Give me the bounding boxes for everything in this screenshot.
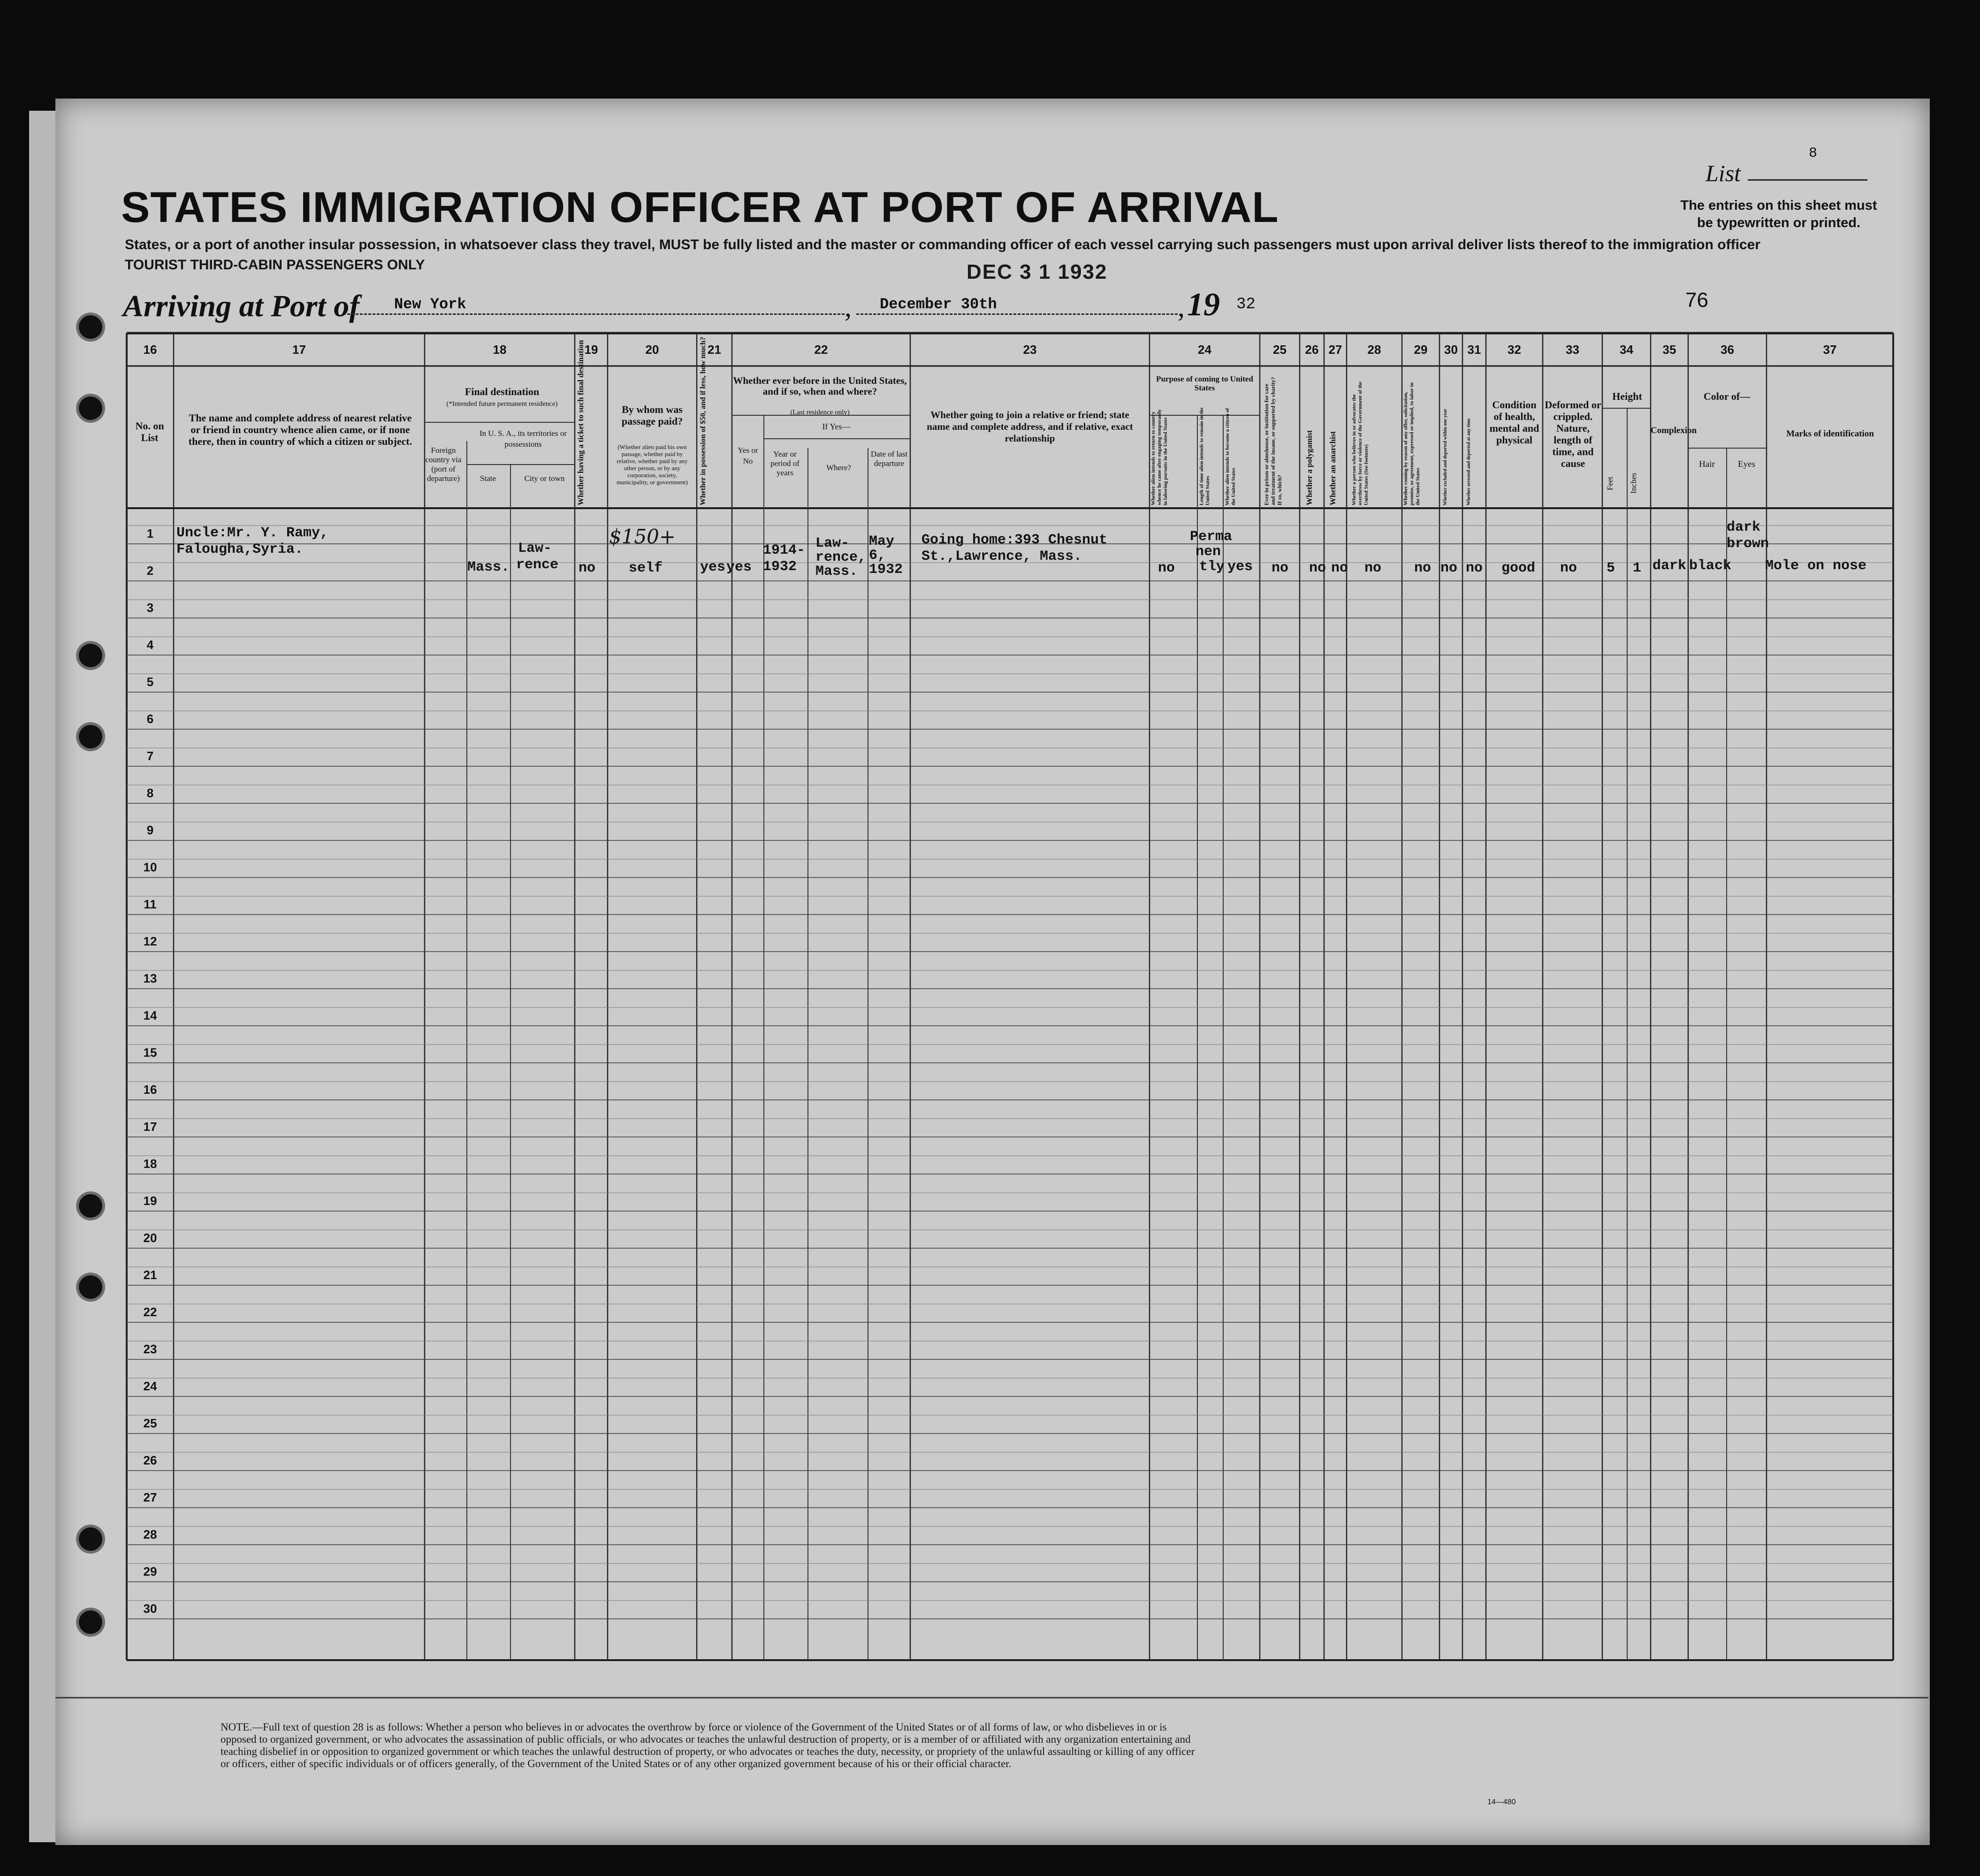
row-number: 21 (143, 1268, 157, 1282)
arriving-label: Arriving at Port of (123, 289, 360, 323)
header-passage-paid-note: (Whether alien paid his own passage, whether paid by relative, whether paid by any other person, or by any corporation, society, municipality, or government) (617, 443, 688, 486)
header-where: Where? (826, 463, 851, 472)
column-number: 25 (1273, 343, 1287, 357)
column-number: 18 (493, 343, 507, 357)
header-color-of: Color of— (1703, 390, 1751, 402)
previous-residence-2: rence, (815, 549, 867, 565)
header-complexion: Complexion (1651, 426, 1697, 435)
header-state: State (480, 474, 496, 483)
header-purpose-citizen: Whether alien intends to become a citizen of the United States (1225, 408, 1236, 505)
column-number: 35 (1662, 343, 1676, 357)
overthrow-answer: no (1364, 560, 1382, 576)
header-final-destination-note: (*Intended future permanent residence) (446, 400, 558, 408)
header-overthrow: Whether a person who believes in or advocates the overthrow by force or violence of the Government of the United States (See footnote) (1351, 381, 1369, 505)
list-number: 8 (1809, 145, 1818, 161)
row-number: 13 (143, 971, 157, 985)
excluded-answer: no (1440, 560, 1458, 576)
last-departure-2: 6, (869, 548, 886, 564)
header-final-destination: Final destination (465, 386, 540, 397)
complexion-value: dark (1653, 558, 1687, 574)
eye-color-1: dark (1727, 519, 1761, 535)
column-number: 26 (1305, 343, 1319, 357)
header-purpose: Purpose of coming to United States (1156, 374, 1253, 392)
previous-residence-3: Mass. (815, 564, 858, 580)
hair-color: black (1689, 558, 1732, 574)
header-in-usa: In U. S. A., its territories or possessions (479, 429, 567, 449)
column-number: 20 (645, 343, 659, 357)
header-marks-identification: Marks of identification (1786, 429, 1874, 439)
passage-paid-by: self (629, 560, 663, 576)
destination-state: Mass. (467, 559, 510, 575)
length-of-stay-2: nen (1196, 544, 1221, 560)
column-number: 22 (814, 343, 828, 357)
row-number: 16 (143, 1083, 157, 1097)
period-years-2: 1932 (763, 559, 797, 575)
column-number: 29 (1414, 343, 1428, 357)
previous-residence-1: Law- (815, 535, 850, 551)
header-ticket: Whether having a ticket to such final destination (576, 340, 585, 505)
header-height: Height (1612, 390, 1642, 402)
header-last-departure: Date of last departure (870, 450, 908, 468)
polygamist-answer: no (1309, 560, 1326, 576)
header-ever-before-in-us: Whether ever before in the United States, and if so, when and where? (733, 375, 907, 397)
row-number: 11 (144, 897, 157, 911)
header-polygamist: Whether a polygamist (1305, 430, 1314, 505)
page-number: 76 (1685, 289, 1708, 312)
form-number: 14—480 (1487, 1798, 1516, 1806)
relative-line-1: Uncle:Mr. Y. Ramy, (176, 525, 329, 541)
row-number: 17 (143, 1120, 157, 1134)
length-of-stay-3: tly (1199, 559, 1225, 575)
column-number: 33 (1566, 343, 1579, 357)
column-number: 19 (584, 343, 598, 357)
eye-color-2: brown (1727, 536, 1769, 552)
header-purpose-length: Length of time alien intends to remain in the United States (1199, 407, 1211, 505)
destination-city-1: Law- (518, 541, 552, 557)
column-number: 37 (1823, 343, 1837, 357)
deformed-answer: no (1560, 560, 1577, 576)
last-departure-1: May (869, 534, 895, 549)
possession-fifty: yes (700, 559, 726, 575)
notice-line: be typewritten or printed. (1697, 215, 1861, 230)
column-number: 17 (292, 343, 306, 357)
row-number: 19 (143, 1194, 157, 1208)
row-number: 9 (146, 823, 154, 837)
column-number: 27 (1328, 343, 1342, 357)
joining-relative-2: St.,Lawrence, Mass. (921, 549, 1082, 564)
row-number: 4 (146, 638, 154, 652)
arrival-date: December 30th (880, 296, 997, 313)
money-handwritten: $150+ (609, 525, 676, 548)
row-number: 5 (146, 675, 154, 689)
header-prison: Ever in prison or almshouse, or institution for care and treatment of the insane, or supported by charity? If so, which? (1263, 377, 1283, 505)
header-nearest-relative: The name and complete address of nearest relative or friend in country whence alien came, or if none there, then in country of which a citizen or subject. (188, 412, 412, 447)
column-number: 21 (708, 343, 721, 357)
row-number: 18 (143, 1157, 157, 1171)
row-number: 15 (143, 1045, 157, 1060)
separator: , (1178, 291, 1185, 322)
passenger-class-note: TOURIST THIRD-CABIN PASSENGERS ONLY (125, 257, 425, 273)
form-title: STATES IMMIGRATION OFFICER AT PORT OF ARRIVAL (121, 183, 1279, 231)
height-inches: 1 (1633, 560, 1642, 576)
header-city: City or town (524, 474, 565, 483)
header-deformed: Deformed or crippled. Nature, length of time, and cause (1545, 399, 1601, 469)
arrested-answer: no (1466, 560, 1483, 576)
row-number: 30 (143, 1601, 157, 1616)
header-joining-relative: Whether going to join a relative or friend; state name and complete address, and if relative, exact relationship (927, 409, 1133, 444)
identification-marks: Mole on nose (1765, 558, 1867, 574)
header-eyes: Eyes (1738, 459, 1755, 469)
last-departure-3: 1932 (869, 562, 903, 578)
column-number: 34 (1620, 343, 1633, 357)
header-labor-offer: Whether coming by reason of any offer, solicitation, promise, or agreement, expressed or implied, to labor in the United States (1403, 382, 1421, 505)
row-number: 6 (146, 712, 154, 726)
header-anarchist: Whether an anarchist (1328, 431, 1337, 505)
header-purpose-return: Whether alien intends to return to country whence he came after engaging temporarily in laboring pursuits in the United States (1150, 409, 1168, 505)
column-number: 32 (1508, 343, 1521, 357)
year-suffix: 32 (1236, 296, 1256, 313)
separator: , (845, 291, 852, 322)
header-hair: Hair (1699, 459, 1715, 469)
header-if-yes: If Yes— (822, 422, 851, 431)
header-fifty-dollars: Whether in possession of $50, and if less, how much? (699, 336, 707, 505)
ticket-answer: no (579, 560, 596, 576)
list-label: List (1706, 160, 1741, 186)
row-number: 8 (146, 786, 154, 800)
intends-citizen: yes (1227, 559, 1253, 575)
labor-offer-answer: no (1414, 560, 1432, 576)
row-number: 12 (143, 934, 157, 948)
date-stamp: DEC 3 1 1932 (967, 260, 1108, 283)
header-health: Condition of health, mental and physical (1489, 399, 1539, 446)
header-period: Year or period of years (770, 450, 800, 477)
height-feet: 5 (1607, 560, 1615, 576)
header-foreign-country: Foreign country via (port of departure) (425, 446, 462, 483)
row-number: 10 (143, 860, 157, 874)
health-condition: good (1501, 560, 1536, 576)
row-number: 26 (143, 1453, 157, 1467)
row-number: 24 (143, 1379, 157, 1393)
year-prefix: 19 (1187, 287, 1220, 323)
row-number: 7 (146, 749, 154, 763)
column-number: 36 (1721, 343, 1734, 357)
been-before: yes (726, 559, 752, 575)
destination-city-2: rence (516, 557, 559, 573)
length-of-stay-1: Perma (1190, 529, 1233, 545)
purpose-return: no (1158, 560, 1175, 576)
row-number: 14 (143, 1008, 157, 1022)
arrival-port: New York (394, 296, 466, 313)
column-number: 24 (1198, 343, 1211, 357)
column-number: 28 (1367, 343, 1381, 357)
header-last-residence: (Last residence only) (790, 409, 850, 416)
header-no-on-list: No. on List (135, 420, 164, 443)
row-number: 27 (143, 1490, 157, 1504)
column-number: 31 (1467, 343, 1481, 357)
header-yes-or-no: Yes or No (738, 446, 758, 465)
notice-line: The entries on this sheet must (1680, 198, 1877, 213)
row-number: 1 (146, 526, 154, 541)
row-number: 23 (143, 1342, 157, 1356)
period-years-1: 1914- (763, 542, 806, 558)
anarchist-answer: no (1331, 560, 1348, 576)
header-arrested: Whether arrested and deported at any time (1466, 418, 1471, 505)
header-feet: Feet (1606, 476, 1614, 490)
column-number: 23 (1023, 343, 1037, 357)
header-inches: Inches (1629, 473, 1638, 494)
header-passage-paid: By whom was passage paid? (621, 404, 683, 427)
row-number: 28 (143, 1527, 157, 1541)
form-instructions: States, or a port of another insular possession, in whatsoever class they travel, MUST be fully listed and the master or commanding officer of each vessel carrying such passengers must upon arrival deliver lists thereof to the immigration officer (125, 237, 1760, 252)
relative-line-2: Falougha,Syria. (176, 541, 304, 557)
row-number: 25 (143, 1416, 157, 1430)
column-number: 16 (143, 343, 157, 357)
column-number: 30 (1444, 343, 1458, 357)
joining-relative-1: Going home:393 Chesnut (921, 532, 1108, 548)
prison-answer: no (1272, 560, 1289, 576)
row-number: 3 (146, 601, 154, 615)
row-number: 22 (143, 1305, 157, 1319)
header-excluded: Whether excluded and deported within one year (1443, 409, 1448, 505)
row-number: 29 (143, 1564, 157, 1579)
footnote-question-28: NOTE.—Full text of question 28 is as follows: Whether a person who believes in or advocates the overthrow by force or violence of the Government of the United States or of all forms of law, or who disbelieves in or is opposed to organized government, or who advocates the assassination of public officials, or who advocates or teaches the unlawful destruction of property, or is a member of or affiliated with any organization entertaining and teaching disbelief in or opposition to organized government or which teaches the unlawful destruction of property, or who advocates or teaches the duty, necessity, or propriety of the unlawful assaulting or killing of any officer or officers, either of specific individuals or of officers generally, of the Government of the United States or of any other organized government because of his or their official character. (221, 1721, 1195, 1769)
row-number: 20 (143, 1231, 157, 1245)
row-number: 2 (146, 564, 154, 578)
